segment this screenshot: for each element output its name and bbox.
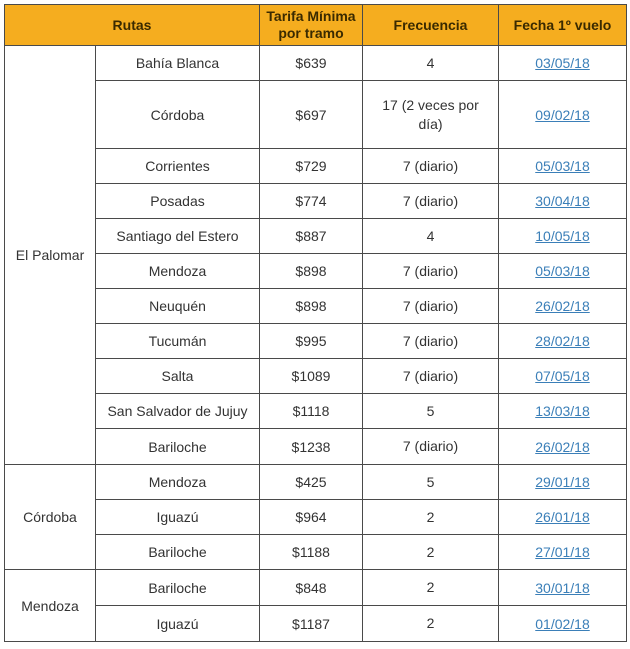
header-fecha: Fecha 1º vuelo <box>499 5 627 46</box>
frequency-cell <box>363 289 499 324</box>
fare-cell: $774 <box>260 184 363 219</box>
frequency-text: 2 <box>426 579 435 595</box>
fare-cell: $697 <box>260 81 363 149</box>
destination-cell: Santiago del Estero <box>96 219 260 254</box>
first-flight-cell <box>499 81 627 149</box>
destination-cell: Bariloche <box>96 535 260 570</box>
destination-cell: Iguazú <box>96 500 260 535</box>
first-flight-date-link[interactable]: 01/02/18 <box>535 615 590 632</box>
first-flight-date-link[interactable]: 05/03/18 <box>535 158 590 174</box>
fare-cell: $848 <box>260 570 363 606</box>
table-row <box>5 46 627 81</box>
table-row <box>5 394 627 429</box>
table-row <box>5 535 627 570</box>
first-flight-cell <box>499 359 627 394</box>
frequency-cell <box>363 394 499 429</box>
destination-cell: Córdoba <box>96 81 260 149</box>
fare-cell: $887 <box>260 219 363 254</box>
first-flight-cell <box>499 500 627 535</box>
table-row <box>5 359 627 394</box>
first-flight-date-link[interactable]: 07/05/18 <box>535 368 590 384</box>
first-flight-date-link[interactable]: 10/05/18 <box>535 228 590 244</box>
frequency-cell <box>363 606 499 642</box>
frequency-text: 7 (diario) <box>402 332 459 349</box>
first-flight-date-link[interactable]: 26/01/18 <box>535 509 590 525</box>
table-body <box>5 46 627 642</box>
frequency-cell <box>363 359 499 394</box>
frequency-cell <box>363 46 499 81</box>
first-flight-date-link[interactable]: 03/05/18 <box>535 55 590 71</box>
first-flight-cell <box>499 570 627 606</box>
frequency-text: 4 <box>426 54 435 71</box>
frequency-text: 2 <box>426 508 435 525</box>
fare-cell: $964 <box>260 500 363 535</box>
first-flight-cell <box>499 219 627 254</box>
fare-cell: $1118 <box>260 394 363 429</box>
destination-cell: Neuquén <box>96 289 260 324</box>
first-flight-date-link[interactable]: 30/01/18 <box>535 579 590 596</box>
first-flight-date-link[interactable]: 26/02/18 <box>535 298 590 314</box>
frequency-text: 7 (diario) <box>402 157 459 174</box>
frequency-text: 7 (diario) <box>402 438 459 454</box>
table-row <box>5 570 627 606</box>
origin-cell: El Palomar <box>5 46 96 465</box>
frequency-text: 2 <box>426 615 435 631</box>
first-flight-cell <box>499 184 627 219</box>
table-row <box>5 219 627 254</box>
fare-cell: $729 <box>260 149 363 184</box>
header-frecuencia: Frecuencia <box>363 5 499 46</box>
fare-cell: $1238 <box>260 429 363 465</box>
first-flight-date-link[interactable]: 30/04/18 <box>535 193 590 209</box>
destination-cell: Mendoza <box>96 465 260 500</box>
fare-cell: $898 <box>260 289 363 324</box>
first-flight-cell <box>499 254 627 289</box>
frequency-text: 5 <box>426 473 435 490</box>
frequency-cell <box>363 184 499 219</box>
frequency-cell <box>363 149 499 184</box>
destination-cell: Bahía Blanca <box>96 46 260 81</box>
frequency-text: 7 (diario) <box>402 262 459 279</box>
first-flight-cell <box>499 606 627 642</box>
destination-cell: Mendoza <box>96 254 260 289</box>
fare-cell: $639 <box>260 46 363 81</box>
destination-cell: Iguazú <box>96 606 260 642</box>
frequency-cell <box>363 429 499 465</box>
frequency-cell <box>363 465 499 500</box>
frequency-text: 7 (diario) <box>402 192 459 209</box>
frequency-text: 7 (diario) <box>402 297 459 314</box>
table-row <box>5 289 627 324</box>
header-rutas: Rutas <box>5 5 260 46</box>
frequency-cell <box>363 535 499 570</box>
header-tarifa: Tarifa Mínima por tramo <box>260 5 363 46</box>
destination-cell: Bariloche <box>96 570 260 606</box>
first-flight-date-link[interactable]: 29/01/18 <box>535 474 590 490</box>
frequency-text: 2 <box>426 543 435 560</box>
first-flight-date-link[interactable]: 28/02/18 <box>535 333 590 349</box>
table-header-row <box>5 5 627 46</box>
frequency-cell <box>363 570 499 606</box>
routes-table-container <box>4 4 626 642</box>
frequency-cell <box>363 219 499 254</box>
fare-cell: $1089 <box>260 359 363 394</box>
first-flight-cell <box>499 289 627 324</box>
destination-cell: Bariloche <box>96 429 260 465</box>
first-flight-cell <box>499 46 627 81</box>
frequency-cell <box>363 324 499 359</box>
fare-cell: $898 <box>260 254 363 289</box>
frequency-cell <box>363 500 499 535</box>
table-row <box>5 606 627 642</box>
fare-cell: $425 <box>260 465 363 500</box>
fare-cell: $1188 <box>260 535 363 570</box>
origin-cell: Córdoba <box>5 465 96 570</box>
first-flight-cell <box>499 324 627 359</box>
first-flight-date-link[interactable]: 26/02/18 <box>535 438 590 455</box>
table-row <box>5 254 627 289</box>
destination-cell: San Salvador de Jujuy <box>96 394 260 429</box>
frequency-text: 4 <box>426 227 435 244</box>
frequency-cell <box>363 81 499 149</box>
table-row <box>5 184 627 219</box>
destination-cell: Salta <box>96 359 260 394</box>
table-row <box>5 81 627 149</box>
fare-cell: $1187 <box>260 606 363 642</box>
table-row <box>5 149 627 184</box>
frequency-text: 17 (2 veces por día) <box>382 96 479 132</box>
frequency-text: 7 (diario) <box>402 367 459 384</box>
first-flight-cell <box>499 394 627 429</box>
destination-cell: Corrientes <box>96 149 260 184</box>
fare-cell: $995 <box>260 324 363 359</box>
routes-table <box>4 4 627 642</box>
frequency-cell <box>363 254 499 289</box>
first-flight-cell <box>499 535 627 570</box>
destination-cell: Tucumán <box>96 324 260 359</box>
frequency-text: 5 <box>426 402 435 419</box>
origin-cell: Mendoza <box>5 570 96 642</box>
first-flight-cell <box>499 149 627 184</box>
destination-cell: Posadas <box>96 184 260 219</box>
first-flight-cell <box>499 465 627 500</box>
table-row <box>5 500 627 535</box>
first-flight-cell <box>499 429 627 465</box>
first-flight-date-link[interactable]: 13/03/18 <box>535 403 590 419</box>
table-row <box>5 465 627 500</box>
table-row <box>5 429 627 465</box>
first-flight-date-link[interactable]: 09/02/18 <box>535 106 590 123</box>
first-flight-date-link[interactable]: 27/01/18 <box>535 544 590 560</box>
first-flight-date-link[interactable]: 05/03/18 <box>535 263 590 279</box>
table-row <box>5 324 627 359</box>
